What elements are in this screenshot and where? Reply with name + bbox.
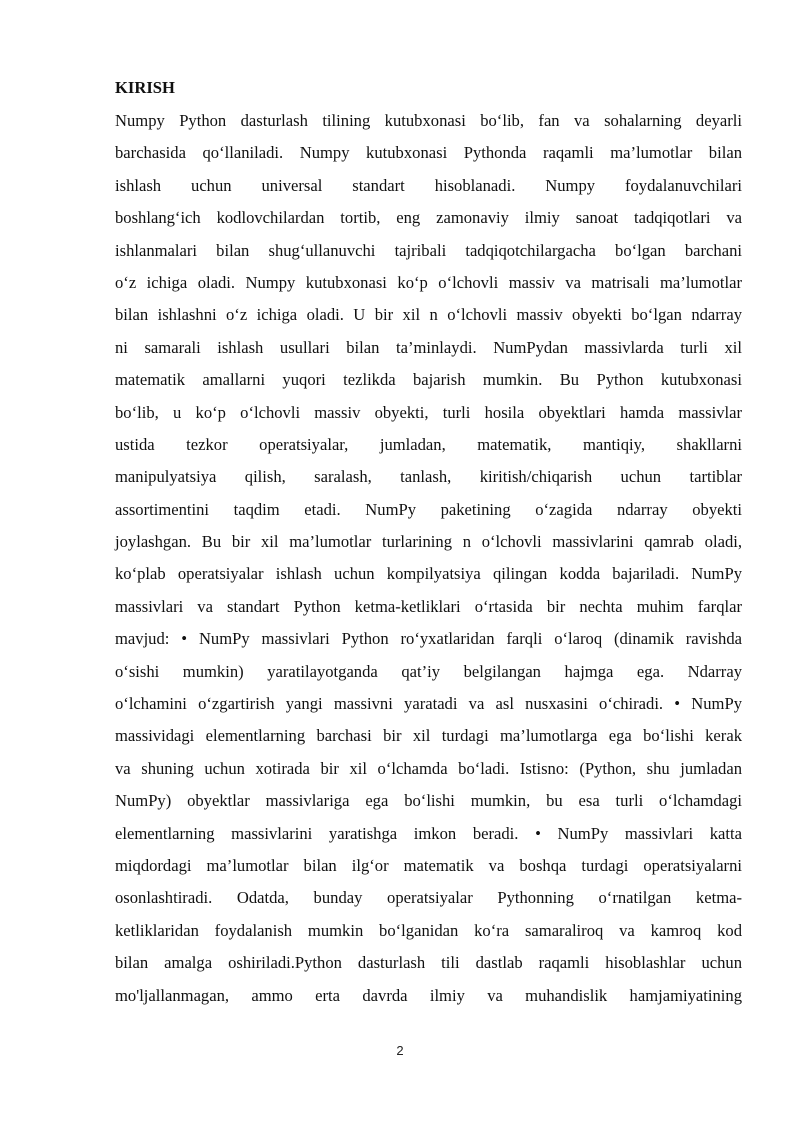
paragraph-line: ishlash uchun universal standart hisoblanadi. Numpy foydalanuvchilari xyxy=(115,175,742,195)
paragraph-line: massividagi elementlarning barchasi bir xil turdagi ma’lumotlarga ega bo‘lishi kerak xyxy=(115,726,742,746)
paragraph-line: matematik amallarni yuqori tezlikda bajarish mumkin. Bu Python kutubxonasi xyxy=(115,370,742,390)
paragraph-line: mavjud: • NumPy massivlari Python ro‘yxatlaridan farqli o‘laroq (dinamik ravishda xyxy=(115,629,742,649)
paragraph-line: ni samarali ishlash usullari bilan ta’minlaydi. NumPydan massivlarda turli xil xyxy=(115,337,742,357)
page-number: 2 xyxy=(396,1043,404,1058)
paragraph-line: massivlari va standart Python ketma-ketliklari o‘rtasida bir nechta muhim farqlar xyxy=(115,596,742,616)
paragraph-line: NumPy) obyektlar massivlariga ega bo‘lishi mumkin, bu esa turli o‘lchamdagi xyxy=(115,791,742,811)
paragraph-line: manipulyatsiya qilish, saralash, tanlash, kiritish/chiqarish uchun tartiblar xyxy=(115,467,742,487)
paragraph-line: miqdordagi ma’lumotlar bilan ilg‘or matematik va boshqa turdagi operatsiyalarni xyxy=(115,855,742,875)
paragraph-line: o‘z ichiga oladi. Numpy kutubxonasi ko‘p o‘lchovli massiv va matrisali ma’lumotlar xyxy=(115,272,742,292)
paragraph-line: mo'ljallanmagan, ammo erta davrda ilmiy va muhandislik hamjamiyatining xyxy=(115,985,742,1005)
paragraph-line: va shuning uchun xotirada bir xil o‘lchamda bo‘ladi. Istisno: (Python, shu jumladan xyxy=(115,758,742,778)
paragraph-line: bilan ishlashni o‘z ichiga oladi. U bir xil n o‘lchovli massiv obyekti bo‘lgan ndarray xyxy=(115,305,742,325)
paragraph-line: ketliklaridan foydalanish mumkin bo‘lganidan ko‘ra samaraliroq va kamroq kod xyxy=(115,920,742,940)
paragraph-line: bilan amalga oshiriladi.Python dasturlash tili dastlab raqamli hisoblashlar uchun xyxy=(115,953,742,973)
paragraph-line: ishlanmalari bilan shug‘ullanuvchi tajribali tadqiqotchilargacha bo‘lgan barchani xyxy=(115,240,742,260)
paragraph-line: o‘sishi mumkin) yaratilayotganda qat’iy belgilangan hajmga ega. Ndarray xyxy=(115,661,742,681)
paragraph-line: assortimentini taqdim etadi. NumPy paketining o‘zagida ndarray obyekti xyxy=(115,499,742,519)
paragraph-line: ko‘plab operatsiyalar ishlash uchun kompilyatsiya qilingan kodda bajariladi. NumPy xyxy=(115,564,742,584)
paragraph-line: boshlang‘ich kodlovchilardan tortib, eng zamonaviy ilmiy sanoat tadqiqotlari va xyxy=(115,208,742,228)
paragraph-line: bo‘lib, u ko‘p o‘lchovli massiv obyekti, turli hosila obyektlari hamda massivlar xyxy=(115,402,742,422)
body-paragraph xyxy=(115,107,742,1014)
paragraph-line: elementlarning massivlarini yaratishga imkon beradi. • NumPy massivlari katta xyxy=(115,823,742,843)
paragraph-line: osonlashtiradi. Odatda, bunday operatsiyalar Pythonning o‘rnatilgan ketma- xyxy=(115,888,742,908)
section-heading: KIRISH xyxy=(115,78,175,97)
paragraph-line: joylashgan. Bu bir xil ma’lumotlar turlarining n o‘lchovli massivlarini qamrab oladi, xyxy=(115,532,742,552)
paragraph-line: o‘lchamini o‘zgartirish yangi massivni yaratadi va asl nusxasini o‘chiradi. • NumPy xyxy=(115,694,742,714)
paragraph-line: barchasida qo‘llaniladi. Numpy kutubxonasi Pythonda raqamli ma’lumotlar bilan xyxy=(115,143,742,163)
paragraph-line: Numpy Python dasturlash tilining kutubxonasi bo‘lib, fan va sohalarning deyarli xyxy=(115,111,742,130)
paragraph-line: ustida tezkor operatsiyalar, jumladan, matematik, mantiqiy, shakllarni xyxy=(115,434,742,454)
